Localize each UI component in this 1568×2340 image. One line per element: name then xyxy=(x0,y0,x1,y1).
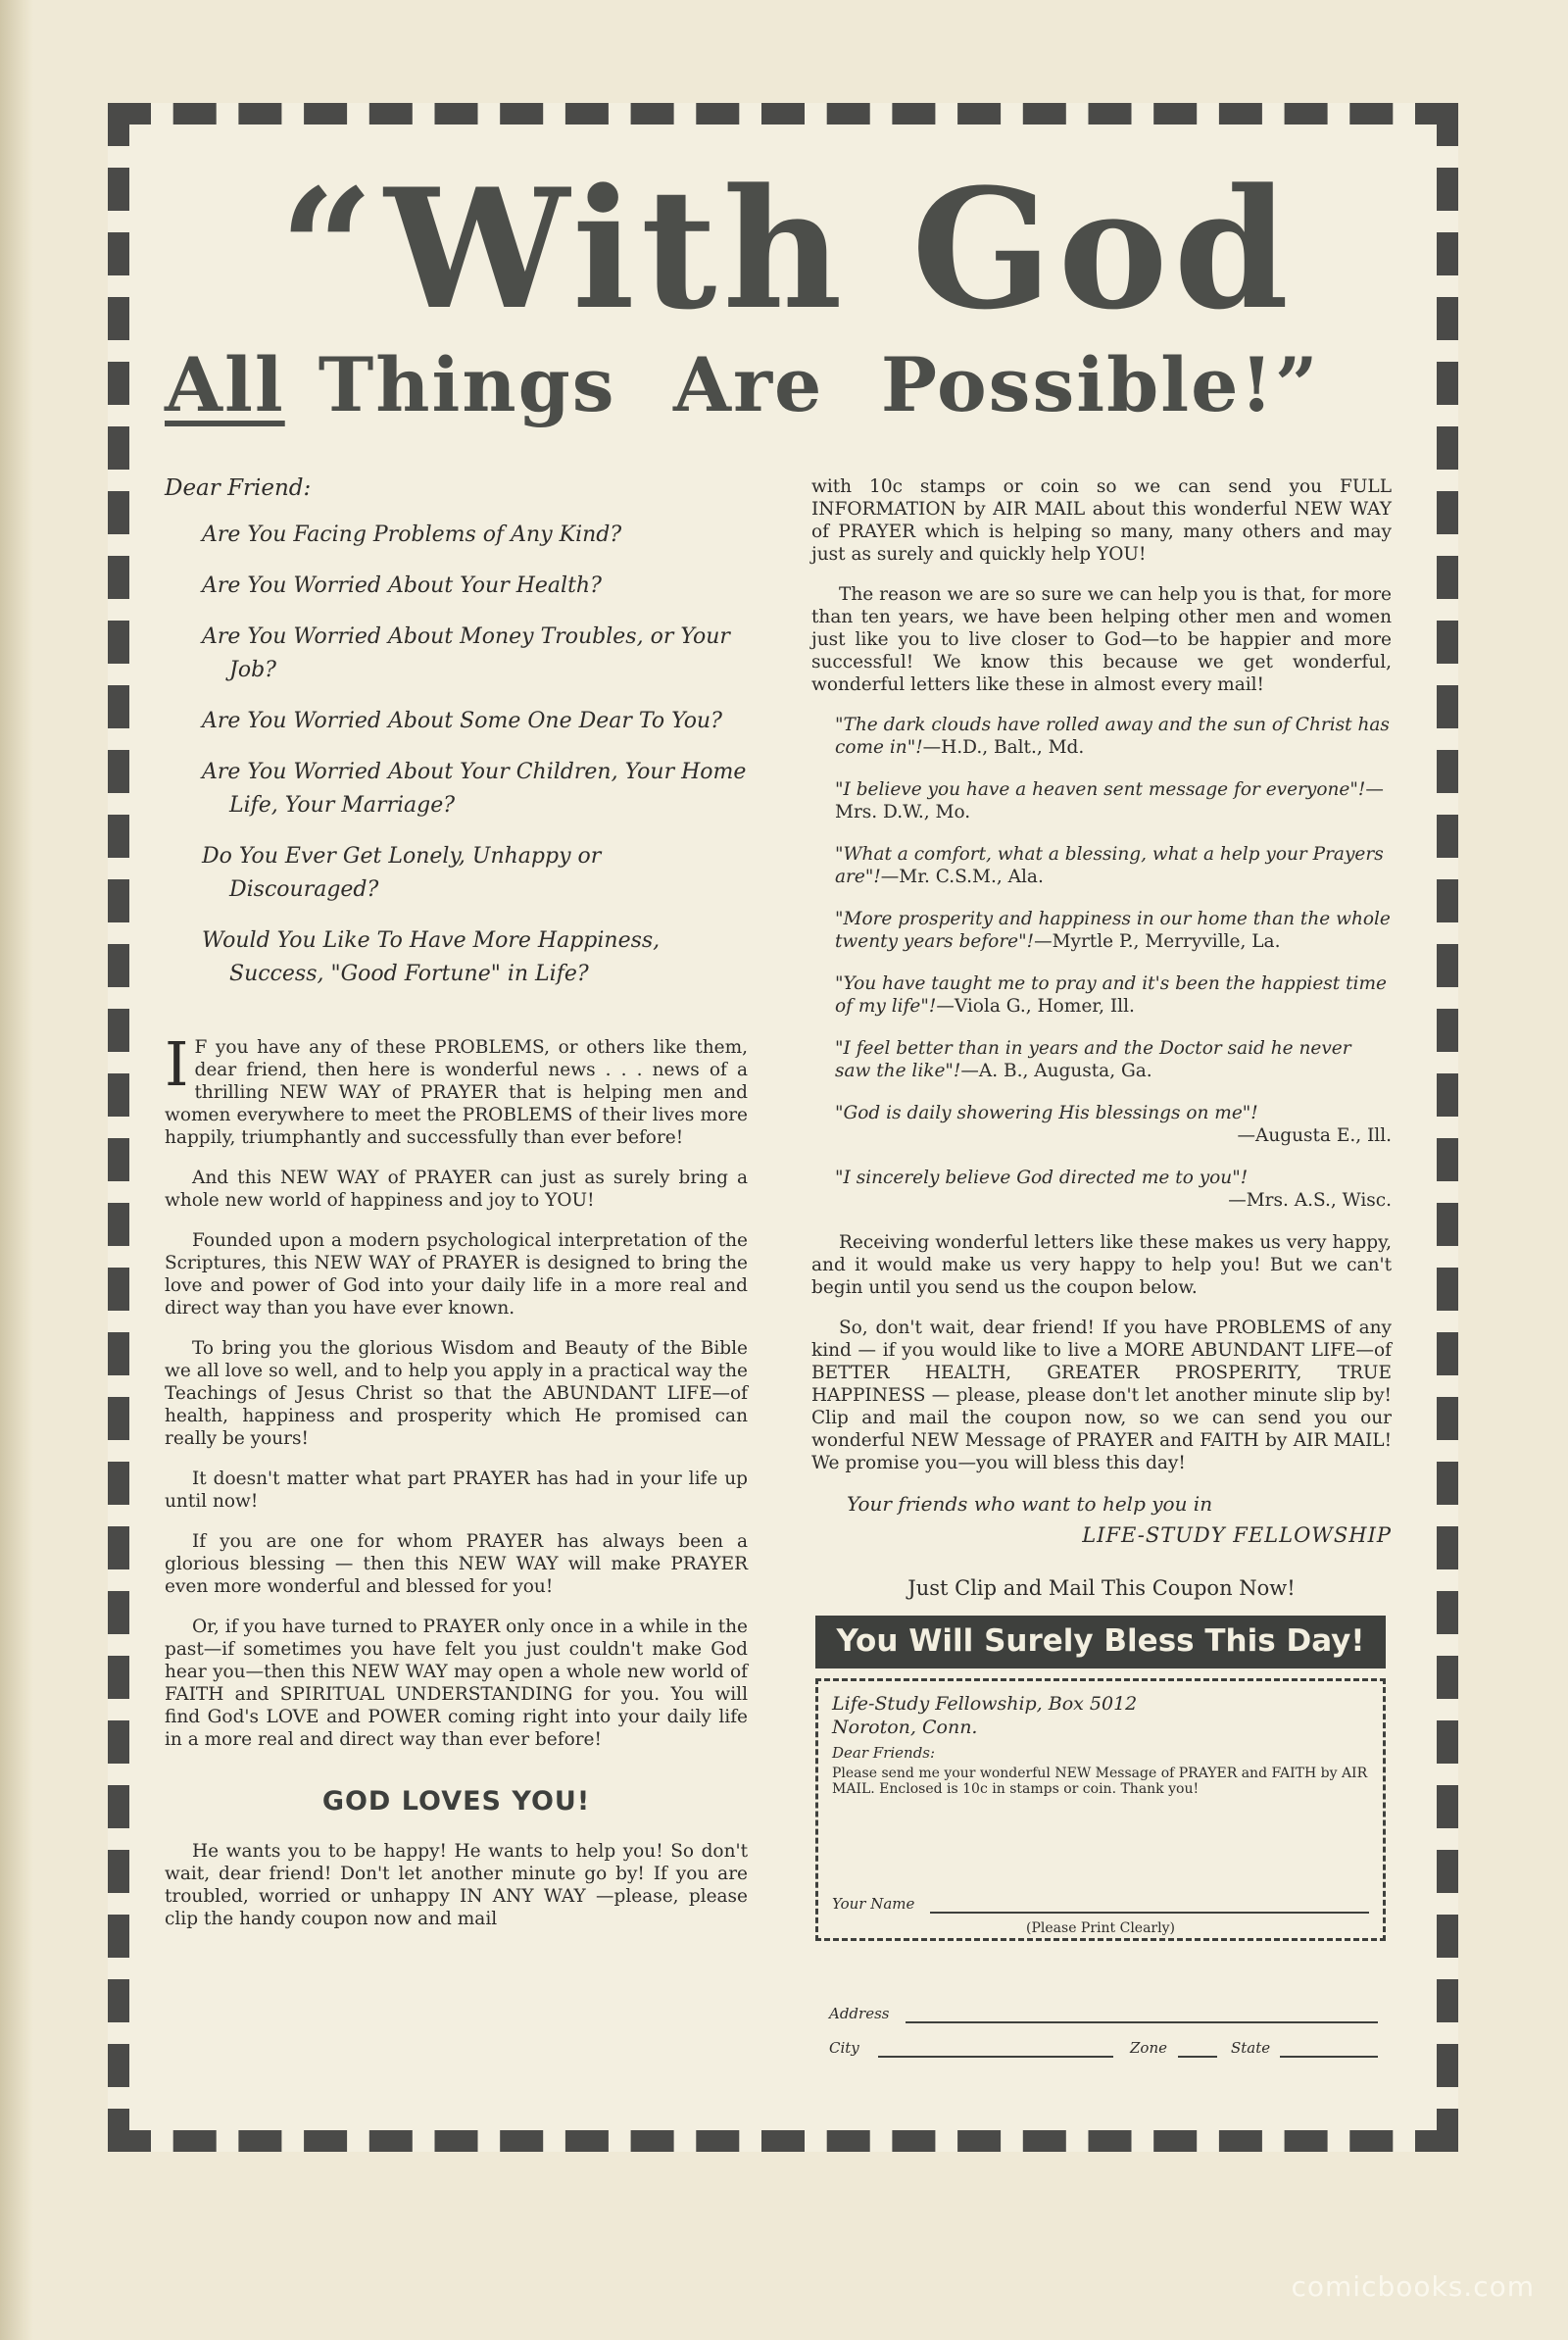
question-item: Are You Worried About Some One Dear To You? xyxy=(202,709,722,733)
body-paragraph: To bring you the glorious Wisdom and Beauty of the Bible we all love so well, and to help you apply in a practical way the Teachings of Jesus Christ so that the ABUNDANT LIFE—of health, happiness and prosperity which He promised can really be yours! xyxy=(165,1338,748,1449)
testimonial xyxy=(835,1167,1392,1212)
address-label: Address xyxy=(829,2005,890,2022)
testimonial xyxy=(835,714,1392,759)
testimonial-text: "More prosperity and happiness in our home than the whole twenty years before"! xyxy=(835,909,1391,952)
body-paragraph: Or, if you have turned to PRAYER only once in a while in the past—if sometimes you have felt you just couldn't make God hear you—then this NEW WAY may open a whole new world of FAITH and SPIRITUAL UNDERSTANDING for you. You will find God's LOVE and POWER coming right into your daily life in a more real and direct way than ever before! xyxy=(165,1617,748,1750)
watermark: comicbooks.com xyxy=(1291,2270,1535,2303)
testimonial xyxy=(835,1037,1392,1082)
right-column xyxy=(811,475,1392,1941)
body-paragraph: So, don't wait, dear friend! If you have PROBLEMS of any kind — if you would like to live a MORE ABUNDANT LIFE—of BETTER HEALTH, GREATER PROSPERITY, TRUE HAPPINESS — please, please don't let another minute slip by! Clip and mail the coupon now, so we can send you our wonderful NEW Message of PRAYER and FAITH by AIR MAIL! We promise you—you will bless this day! xyxy=(811,1318,1392,1473)
testimonial-text: "I sincerely believe God directed me to you"! xyxy=(835,1168,1249,1188)
intro-text: F you have any of these PROBLEMS, or others like them, dear friend, then here is wonderful news . . . news of a thrilling NEW WAY of PRAYER that is helping men and women everywhere to meet the PROBLEMS of their lives more happily, triumphantly and successfully than ever before! xyxy=(165,1037,748,1148)
signature: LIFE-STUDY FELLOWSHIP xyxy=(1082,1523,1392,1547)
testimonial xyxy=(835,972,1392,1018)
question-item: Would You Like To Have More Happiness, Success, "Good Fortune" in Life? xyxy=(202,928,661,986)
question-item: Do You Ever Get Lonely, Unhappy or Discouraged? xyxy=(202,844,602,902)
headline-line-2 xyxy=(165,341,1429,428)
name-hint: (Please Print Clearly) xyxy=(1026,1920,1175,1936)
subheading: GOD LOVES YOU! xyxy=(321,1786,591,1817)
coupon-address-line: Noroton, Conn. xyxy=(832,1717,978,1738)
name-rule xyxy=(930,1912,1369,1914)
body-paragraph: He wants you to be happy! He wants to help you! So don't wait, dear friend! Don't let another minute go by! If you are troubled, worried or unhappy IN ANY WAY —please, please clip the handy coupon now and mail xyxy=(165,1841,748,1929)
city-label: City xyxy=(829,2039,859,2057)
testimonial-attribution: —Mr. C.S.M., Ala. xyxy=(880,867,1044,887)
testimonial-attribution: —H.D., Balt., Md. xyxy=(922,737,1085,758)
testimonial-text: "I believe you have a heaven sent message for everyone"! xyxy=(835,779,1366,800)
coupon xyxy=(815,1678,1386,1941)
question-item: Are You Worried About Money Troubles, or Your Job? xyxy=(202,624,730,682)
headline-line-1: “With God xyxy=(279,152,1296,346)
testimonial-text: "The dark clouds have rolled away and the sun of Christ has come in"! xyxy=(835,715,1390,758)
zone-label: Zone xyxy=(1130,2039,1167,2057)
testimonial-text: "I feel better than in years and the Doctor said he never saw the like"! xyxy=(835,1038,1351,1081)
testimonial-attribution: —Myrtle P., Merryville, La. xyxy=(1034,931,1281,952)
name-label: Your Name xyxy=(832,1895,915,1913)
headline-underlined-word: All xyxy=(165,341,285,428)
testimonial-attribution: —Mrs. D.W., Mo. xyxy=(835,779,1384,822)
greeting: Dear Friend: xyxy=(165,475,312,501)
city-zone-state-field[interactable] xyxy=(829,2039,1378,2061)
zone-rule xyxy=(1178,2056,1217,2058)
testimonial xyxy=(835,778,1392,823)
testimonial xyxy=(835,908,1392,953)
testimonial-text: "What a comfort, what a blessing, what a help your Prayers are"! xyxy=(835,844,1384,887)
question-item: Are You Worried About Your Health? xyxy=(202,573,602,598)
state-rule xyxy=(1280,2056,1378,2058)
testimonial xyxy=(835,843,1392,888)
testimonial-text: "God is daily showering His blessings on me"! xyxy=(835,1103,1258,1123)
testimonial-attribution: —Mrs. A.S., Wisc. xyxy=(1228,1190,1392,1211)
address-rule xyxy=(906,2021,1378,2023)
testimonial-attribution: —Augusta E., Ill. xyxy=(1237,1125,1392,1146)
coupon-address-line: Life-Study Fellowship, Box 5012 xyxy=(832,1693,1138,1715)
address-field[interactable] xyxy=(829,2005,1378,2026)
body-paragraph: The reason we are so sure we can help you is that, for more than ten years, we have been helping other men and women just like you to live closer to God—to be happier and more successful! We know this because we get wonderful, wonderful letters like these in almost every mail! xyxy=(811,584,1392,695)
coupon-body: Please send me your wonderful NEW Message of PRAYER and FAITH by AIR MAIL. Enclosed is 10c in stamps or coin. Thank you! xyxy=(832,1766,1368,1797)
testimonial xyxy=(835,1102,1392,1147)
clip-instruction: Just Clip and Mail This Coupon Now! xyxy=(907,1576,1296,1600)
closing-line: Your friends who want to help you in xyxy=(847,1492,1213,1516)
drop-cap: I xyxy=(165,1028,189,1100)
state-label: State xyxy=(1231,2039,1271,2057)
name-field[interactable] xyxy=(832,1895,1369,1917)
testimonial-text: "You have taught me to pray and it's been the happiest time of my life"! xyxy=(835,973,1387,1017)
question-item: Are You Worried About Your Children, Your Home Life, Your Marriage? xyxy=(202,760,747,818)
question-item: Are You Facing Problems of Any Kind? xyxy=(202,523,622,547)
body-paragraph: Receiving wonderful letters like these makes us very happy, and it would make us very happy to help you! But we can't begin until you send us the coupon below. xyxy=(811,1232,1392,1298)
body-paragraph: And this NEW WAY of PRAYER can just as surely bring a whole new world of happiness and joy to YOU! xyxy=(165,1168,748,1211)
body-paragraph: with 10c stamps or coin so we can send you FULL INFORMATION by AIR MAIL about this wonderful NEW WAY of PRAYER which is helping so many, many others and may just as surely and quickly help YOU! xyxy=(811,476,1392,565)
intro-paragraph xyxy=(165,1028,748,1149)
body-paragraph: Founded upon a modern psychological interpretation of the Scriptures, this NEW WAY of PRAYER is designed to bring the love and power of God into your daily life in a more real and direct way than you have ever known. xyxy=(165,1230,748,1319)
coupon-salutation: Dear Friends: xyxy=(832,1744,936,1762)
city-rule xyxy=(878,2056,1113,2058)
body-paragraph: It doesn't matter what part PRAYER has had in your life up until now! xyxy=(165,1469,748,1512)
left-column xyxy=(165,475,748,1948)
testimonial-attribution: —A. B., Augusta, Ga. xyxy=(960,1061,1152,1081)
page-edge xyxy=(0,0,33,2340)
body-paragraph: If you are one for whom PRAYER has always been a glorious blessing — then this NEW WAY will make PRAYER even more wonderful and blessed for you! xyxy=(165,1531,748,1597)
coupon-banner: You Will Surely Bless This Day! xyxy=(815,1616,1386,1668)
testimonial-attribution: —Viola G., Homer, Ill. xyxy=(936,996,1135,1017)
headline-rest: Things Are Possible!” xyxy=(318,341,1320,428)
